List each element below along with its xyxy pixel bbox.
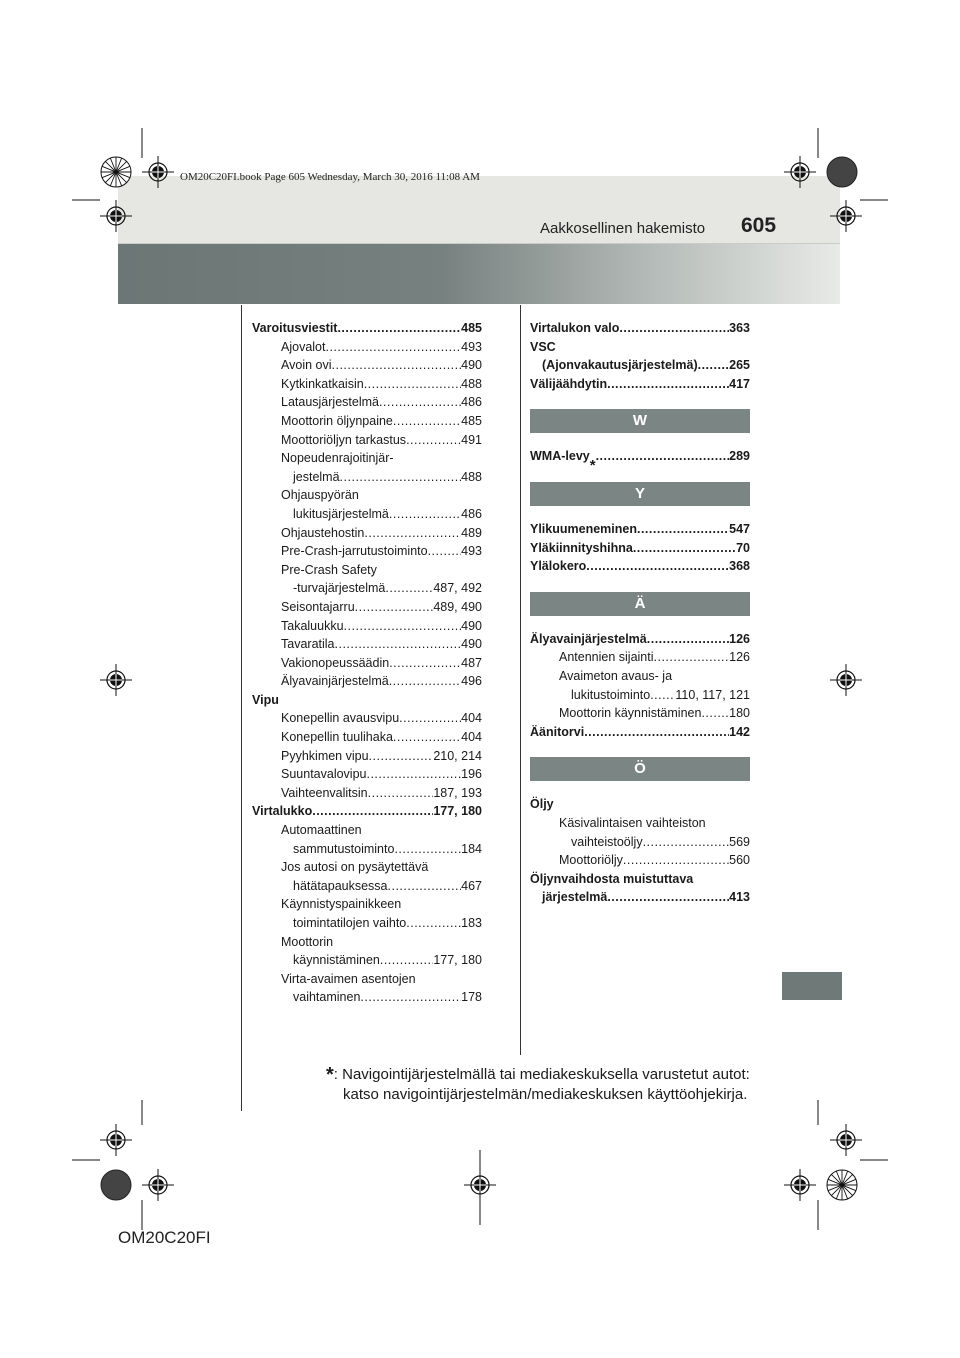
index-term: lukitusjärjestelmä <box>293 506 389 521</box>
registration-mark-icon <box>100 1124 132 1156</box>
index-term: (Ajonvakautusjärjestelmä) <box>542 358 698 373</box>
footnote-text-1: : Navigointijärjestelmällä tai mediakeskuksella varustetut autot: <box>333 1066 750 1083</box>
document-code: OM20C20FI <box>118 1228 211 1247</box>
page-reference[interactable]: 289 <box>729 449 750 464</box>
index-term: Virtalukko <box>252 804 313 819</box>
index-term: Avaimeton avaus- ja <box>559 668 673 683</box>
footnote-star: * <box>326 1064 334 1086</box>
page-reference[interactable]: 265 <box>729 358 750 373</box>
starburst-target-icon <box>101 1170 131 1200</box>
index-term: Käsivalintaisen vaihteiston <box>559 815 706 830</box>
page-reference[interactable]: 178 <box>461 990 482 1005</box>
index-term: Vaihteenvalitsin <box>281 785 368 800</box>
registration-mark-icon <box>784 1169 816 1201</box>
page-reference[interactable]: 177, 180 <box>433 953 482 968</box>
index-term: Öljy <box>530 797 554 812</box>
book-info-line: OM20C20FI.book Page 605 Wednesday, March 30, 2016 11:08 AM <box>180 171 480 183</box>
page-reference[interactable]: 489 <box>461 525 482 540</box>
page-reference[interactable]: 368 <box>729 559 750 574</box>
page-reference[interactable]: 467 <box>461 878 482 893</box>
page-reference[interactable]: 196 <box>461 767 482 782</box>
page-reference[interactable]: 70 <box>736 540 750 555</box>
page-reference[interactable]: 490 <box>461 358 482 373</box>
page-reference[interactable]: 183 <box>461 916 482 930</box>
page-number: 605 <box>741 214 777 237</box>
section-letter-header: Ä <box>530 592 750 616</box>
page-reference[interactable]: 487 <box>461 655 482 670</box>
index-term: Moottorin öljynpaine <box>281 413 393 428</box>
page-reference[interactable]: 184 <box>461 841 482 856</box>
registration-mark-icon <box>830 664 862 696</box>
index-term: Jos autosi on pysäytettävä <box>281 860 429 875</box>
index-term: Älyavainjärjestelmä <box>530 631 647 646</box>
index-term: Takaluukku <box>281 618 344 633</box>
index-term: sammutustoiminto <box>293 841 395 856</box>
index-term: -turvajärjestelmä <box>293 581 386 596</box>
starburst-target-icon <box>101 157 131 187</box>
page-reference[interactable]: 417 <box>729 376 750 391</box>
index-term: Ylikuumeneminen <box>530 521 637 536</box>
index-term: Konepellin avausvipu <box>281 711 400 726</box>
page-reference[interactable]: 487, 492 <box>433 581 482 596</box>
index-term: Varoitusviestit <box>252 321 338 335</box>
page-reference[interactable]: 491 <box>461 432 482 447</box>
section-title: Aakkosellinen hakemisto <box>540 220 706 237</box>
index-term: VSC <box>530 339 556 354</box>
starburst-target-icon <box>827 1170 857 1200</box>
page-reference[interactable]: 363 <box>729 321 750 335</box>
index-term: Tavaratila <box>281 637 335 652</box>
index-term: Konepellin tuulihaka <box>281 730 393 745</box>
page-reference[interactable]: 126 <box>729 631 750 646</box>
footnote-line-2: katso navigointijärjestelmän/mediakeskuksen käyttöohjekirja. <box>343 1086 748 1103</box>
page-reference[interactable]: 110, 117, 121 <box>675 687 750 702</box>
page-reference[interactable]: 490 <box>461 618 482 633</box>
index-term: Seisontajarru <box>281 599 355 614</box>
page-reference[interactable]: 126 <box>729 650 750 665</box>
index-term: järjestelmä <box>542 890 608 905</box>
index-term: vaihtaminen <box>293 990 361 1005</box>
registration-mark-icon <box>100 664 132 696</box>
registration-mark-icon <box>100 200 132 232</box>
index-term: jestelmä <box>293 469 340 484</box>
index-term: Pyyhkimen vipu <box>281 748 369 763</box>
page-reference[interactable]: 404 <box>461 711 482 726</box>
index-term: Suuntavalovipu <box>281 767 367 782</box>
index-term: Öljynvaihdosta muistuttava <box>530 871 694 886</box>
page-reference[interactable]: 496 <box>461 674 482 689</box>
page-reference[interactable]: 493 <box>461 339 482 354</box>
page-reference[interactable]: 413 <box>729 890 750 905</box>
page-reference[interactable]: 486 <box>461 395 482 410</box>
index-term: Vipu <box>252 692 279 707</box>
index-term: Virtalukon valo <box>530 321 620 335</box>
page-reference[interactable]: 488 <box>461 376 482 391</box>
section-letter-header: Y <box>530 482 750 506</box>
index-term: toimintatilojen vaihto <box>293 916 407 930</box>
section-letter-header: Ö <box>530 757 750 781</box>
registration-mark-icon <box>142 156 174 188</box>
page-reference[interactable]: 177, 180 <box>433 804 482 819</box>
index-term: Älyavainjärjestelmä <box>281 674 389 689</box>
index-term: Latausjärjestelmä <box>281 395 379 410</box>
index-term: Nopeudenrajoitinjär- <box>281 451 394 466</box>
registration-mark-icon <box>464 1169 496 1201</box>
page-reference[interactable]: 485 <box>461 321 482 335</box>
index-term: Ohjaustehostin <box>281 525 365 540</box>
page-reference[interactable]: 142 <box>729 724 750 739</box>
registration-mark-icon <box>830 200 862 232</box>
page-reference[interactable]: 187, 193 <box>433 785 482 800</box>
page-reference[interactable]: 490 <box>461 637 482 652</box>
index-term: Kytkinkatkaisin <box>281 376 364 391</box>
index-term: Ohjauspyörän <box>281 488 359 503</box>
registration-mark-icon <box>784 156 816 188</box>
index-term: Antennien sijainti <box>559 650 654 665</box>
page-reference[interactable]: 485 <box>461 413 482 428</box>
index-term: Äänitorvi <box>530 724 585 739</box>
index-term: Käynnistyspainikkeen <box>281 897 402 912</box>
page-reference[interactable]: 489, 490 <box>433 599 482 614</box>
page-reference[interactable]: 210, 214 <box>433 748 482 763</box>
section-letter-header: W <box>530 409 750 433</box>
registration-mark-icon <box>142 1169 174 1201</box>
index-term: Pre-Crash-jarrutustoiminto <box>281 544 428 559</box>
index-term: WMA-levy <box>530 449 590 464</box>
index-term: Moottoriöljy <box>559 853 623 868</box>
index-entry: WMA-levy * ..... 289 <box>530 447 750 466</box>
index-term: Moottorin käynnistäminen <box>559 706 702 721</box>
index-term: Vakionopeussäädin <box>281 655 390 670</box>
index-term: lukitustoiminto <box>571 687 651 702</box>
index-term: Yläkiinnityshihna <box>530 540 633 555</box>
page-reference[interactable]: 569 <box>729 834 750 849</box>
index-term: Ajovalot <box>281 339 326 354</box>
page-reference[interactable]: 180 <box>729 706 750 721</box>
page-reference[interactable]: 488 <box>461 469 482 484</box>
page-reference[interactable]: 493 <box>461 544 482 559</box>
index-term: Moottorin <box>281 934 334 949</box>
page-reference[interactable]: 560 <box>729 853 750 868</box>
index-term: Virta-avaimen asentojen <box>281 971 416 986</box>
index-term: Automaattinen <box>281 823 362 838</box>
index-term: käynnistäminen <box>293 953 380 968</box>
index-term: Pre-Crash Safety <box>281 562 377 577</box>
index-term: vaihteistoöljy <box>571 834 643 849</box>
crop-mark-icon <box>72 128 888 1230</box>
page-reference[interactable]: 486 <box>461 506 482 521</box>
page-reference[interactable]: 404 <box>461 730 482 745</box>
index-term: Avoin ovi <box>281 358 332 373</box>
starburst-target-icon <box>827 157 857 187</box>
index-term: hätätapauksessa <box>293 878 388 893</box>
registration-mark-icon <box>830 1124 862 1156</box>
index-term: Välijäähdytin <box>530 376 608 391</box>
page-reference[interactable]: 547 <box>729 521 750 536</box>
index-term: Ylälokero <box>530 559 587 574</box>
index-term: Moottoriöljyn tarkastus <box>281 432 407 447</box>
